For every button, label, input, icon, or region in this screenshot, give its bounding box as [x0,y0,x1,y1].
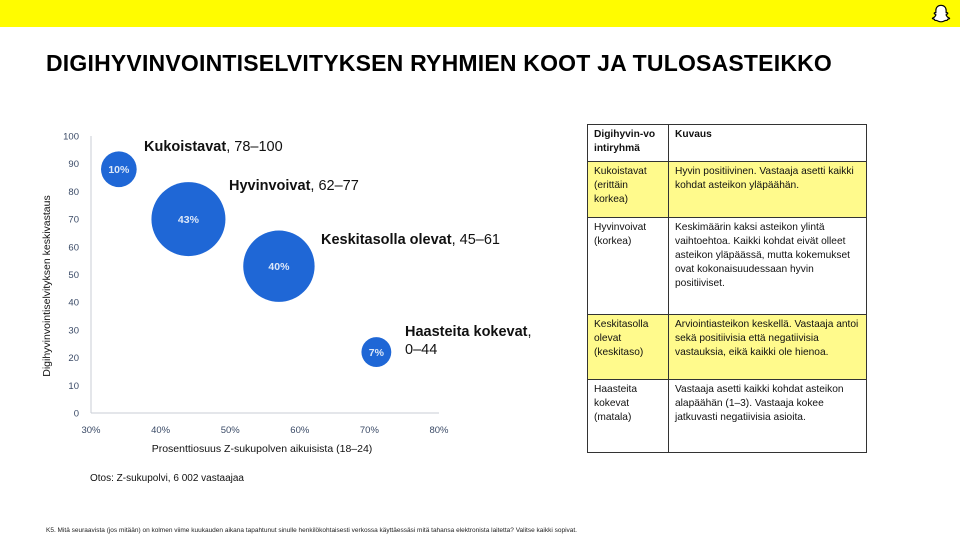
group-range-line2: 0–44 [405,342,438,358]
y-tick-label: 20 [68,353,79,365]
row-group-cell: Hyvinvoivat (korkea) [588,218,669,315]
y-axis-label: Digihyvinvointiselvityksen keskivastaus [41,195,53,377]
group-name: Kukoistavat [144,139,227,155]
x-tick-label: 80% [429,425,449,436]
group-annotation [144,139,283,155]
group-range: , 78–100 [226,139,283,155]
group-annotation [405,324,532,340]
page-title: DIGIHYVINVOINTISELVITYKSEN RYHMIEN KOOT JA TULOSASTEIKKO [46,50,833,76]
row-desc-cell: Arviointiasteikon keskellä. Vastaaja antoi sekä positiivisia että negatiivisia vastauksia, eikä kaikki ole hienoa. [669,315,867,380]
y-tick-label: 40 [68,297,79,309]
group-range: , 45–61 [451,232,500,248]
y-tick-label: 60 [68,242,79,254]
table-header-row [588,125,867,162]
groups-table [587,124,867,453]
group-name: Haasteita kokevat [405,324,528,340]
bubble-value-label: 10% [108,164,130,177]
group-annotation [321,232,500,248]
table-row [588,218,867,315]
header-group: Digihyvin-vo intiryhmä [588,125,669,162]
row-desc-cell: Keskimäärin kaksi asteikon ylintä vaihtoehtoa. Kaikki kohdat eivät olleet asteikon yläpäässä, mutta kokemukset ovat kokonaisuudessaan hyvin positiiviset. [669,218,867,315]
y-tick-label: 100 [63,131,79,143]
y-tick-label: 90 [68,159,79,171]
x-axis-label: Prosenttiosuus Z-sukupolven aikuisista (18–24) [151,443,373,455]
group-name: Keskitasolla olevat [321,232,452,248]
y-tick-label: 30 [68,325,79,337]
group-range: , 62–77 [310,178,359,194]
bubble-value-label: 7% [368,347,384,360]
group-name: Hyvinvoivat [229,178,311,194]
table-row [588,380,867,453]
row-group-cell: Kukoistavat (erittäin korkea) [588,162,669,218]
row-desc-cell: Vastaaja asetti kaikki kohdat asteikon alapäähän (1–3). Vastaaja kokee jatkuvasti negatiivisia asioita. [669,380,867,453]
y-tick-label: 50 [68,270,79,281]
header-description: Kuvaus [669,125,867,162]
y-tick-label: 80 [68,186,79,198]
x-tick-label: 60% [290,425,310,436]
sample-note: Otos: Z-sukupolvi, 6 002 vastaajaa [90,473,244,484]
y-tick-label: 10 [68,380,79,392]
bubble-value-label: 43% [177,214,199,227]
group-annotation [229,178,359,194]
y-tick-label: 0 [73,408,79,420]
row-group-cell: Haasteita kokevat (matala) [588,380,669,453]
y-tick-label: 70 [68,214,79,226]
row-group-cell: Keskitasolla olevat (keskitaso) [588,315,669,380]
footnote: K5. Mitä seuraavista (jos mitään) on kolmen viime kuukauden aikana tapahtunut sinulle henkilökohtaisesti verkossa käyttäessäsi mitä tahansa elektronista laitetta? Valitse kaikki sopivat. [46,527,577,534]
table-row [588,162,867,218]
group-range: , [527,324,532,340]
bubble-value-label: 40% [268,261,290,274]
row-desc-cell: Hyvin positiivinen. Vastaaja asetti kaikki kohdat asteikon yläpäähän. [669,162,867,218]
x-tick-label: 30% [81,425,101,436]
x-tick-label: 40% [151,425,171,436]
x-tick-label: 70% [359,425,379,436]
table-row [588,315,867,380]
x-tick-label: 50% [220,425,240,436]
